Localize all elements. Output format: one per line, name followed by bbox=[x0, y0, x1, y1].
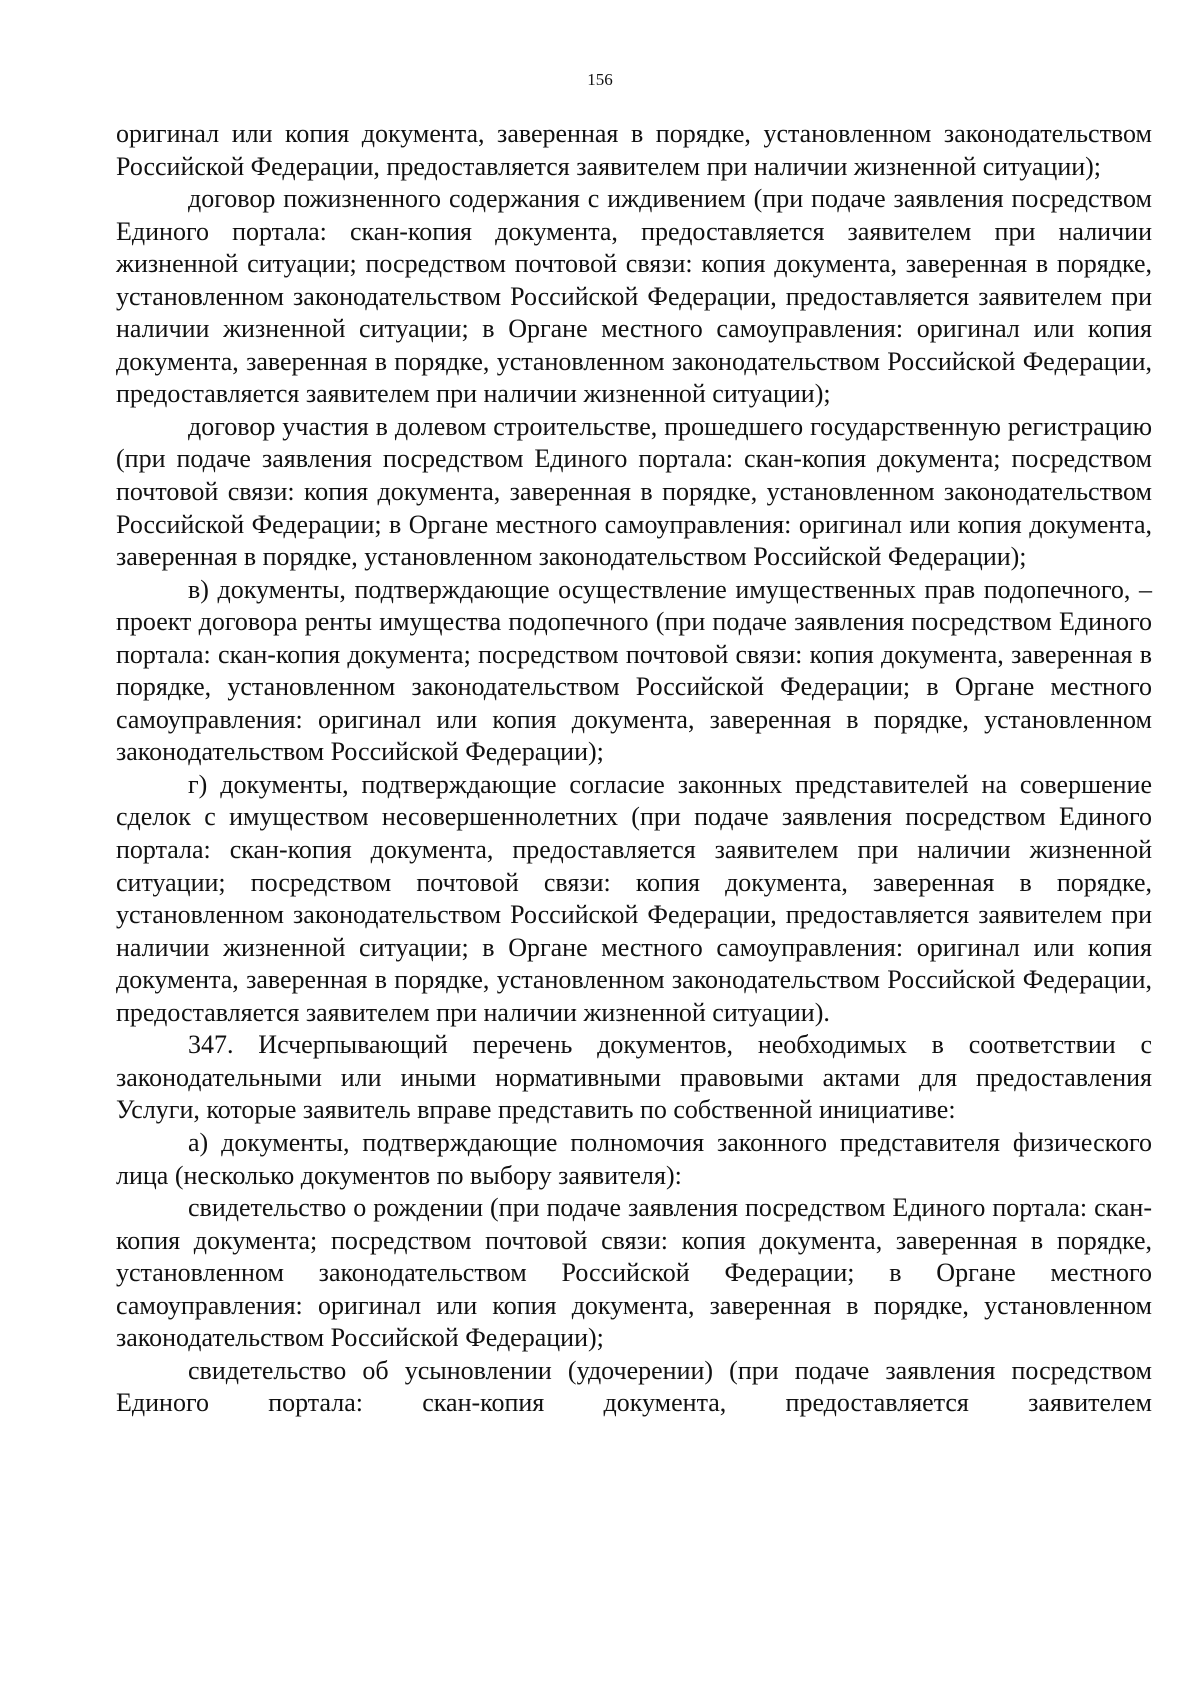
paragraph-lifetime-maintenance-contract: договор пожизненного содержания с иждивением (при подаче заявления посредством Единого портала: скан-копия документа, предоставляется заявителем при наличии жизненной ситуации; посредством почтовой связи: копия документа, заверенная в порядке, установленном законодательством Российской Федерации, предоставляется заявителем при наличии жизненной ситуации; в Органе местного самоуправления: оригинал или копия документа, заверенная в порядке, установленном законодательством Российской Федерации, предоставляется заявителем при наличии жизненной ситуации); bbox=[116, 184, 1152, 409]
paragraph-item-a-representative-authority: а) документы, подтверждающие полномочия законного представителя физического лица (несколько документов по выбору заявителя): bbox=[116, 1127, 1152, 1190]
paragraph-shared-construction-contract: договор участия в долевом строительстве, прошедшего государственную регистрацию (при подаче заявления посредством Единого портала: скан-копия документа; посредством почтовой связи: копия документа, заверенная в порядке, установленном законодательством Российской Федерации; в Органе местного самоуправления: оригинал или копия документа, заверенная в порядке, установленном законодательством Российской Федерации); bbox=[116, 411, 1152, 572]
paragraph-adoption-certificate: свидетельство об усыновлении (удочерении) (при подаче заявления посредством Единого портала: скан-копия документа, предоставляется заявителем bbox=[116, 1355, 1152, 1418]
paragraph-item-v-property-rights: в) документы, подтверждающие осуществление имущественных прав подопечного, – проект договора ренты имущества подопечного (при подаче заявления посредством Единого портала: скан-копия документа; посредством почтовой связи: копия документа, заверенная в порядке, установленном законодательством Российской Федерации; в Органе местного самоуправления: оригинал или копия документа, заверенная в порядке, установленном законодательством Российской Федерации); bbox=[116, 574, 1152, 767]
paragraph-birth-certificate: свидетельство о рождении (при подаче заявления посредством Единого портала: скан-копия документа; посредством почтовой связи: копия документа, заверенная в порядке, установленном законодательством Российской Федерации; в Органе местного самоуправления: оригинал или копия документа, заверенная в порядке, установленном законодательством Российской Федерации); bbox=[116, 1193, 1152, 1353]
paragraph-continuation: оригинал или копия документа, заверенная в порядке, установленном законодательством Российской Федерации, предоставляется заявителем при наличии жизненной ситуации); bbox=[116, 119, 1152, 181]
document-body bbox=[116, 118, 1152, 1420]
paragraph-item-g-consent-documents: г) документы, подтверждающие согласие законных представителей на совершение сделок с имуществом несовершеннолетних (при подаче заявления посредством Единого портала: скан-копия документа, предоставляется заявителем при наличии жизненной ситуации; посредством почтовой связи: копия документа, заверенная в порядке, установленном законодательством Российской Федерации, предоставляется заявителем при наличии жизненной ситуации; в Органе местного самоуправления: оригинал или копия документа, заверенная в порядке, установленном законодательством Российской Федерации, предоставляется заявителем при наличии жизненной ситуации). bbox=[116, 769, 1152, 1027]
page-number: 156 bbox=[587, 70, 613, 89]
paragraph-347-document-list: 347. Исчерпывающий перечень документов, необходимых в соответствии с законодательными или иными нормативными правовыми актами для предоставления Услуги, которые заявитель вправе представить по собственной инициативе: bbox=[116, 1030, 1152, 1125]
